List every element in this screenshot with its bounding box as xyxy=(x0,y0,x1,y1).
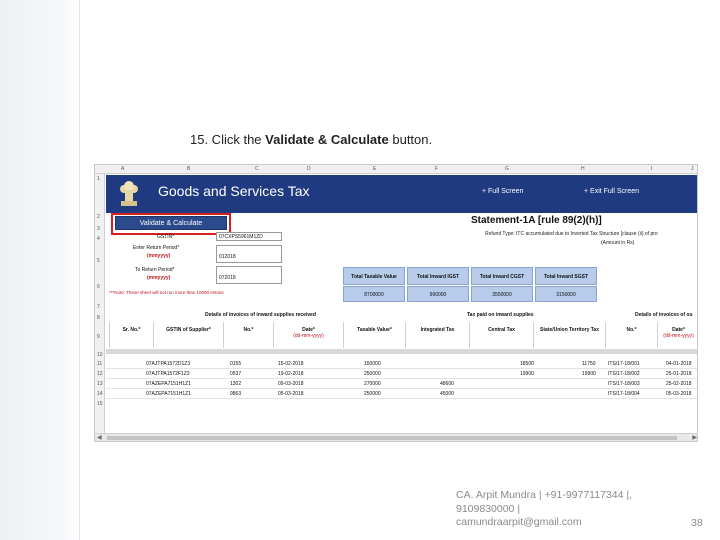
summary-value: 990000 xyxy=(407,286,469,302)
header-gstin-text: GSTIN of Supplier* xyxy=(166,327,211,333)
row-header[interactable]: 8 xyxy=(97,315,100,321)
cell-igst: 45000 xyxy=(440,391,454,397)
cell-gstin: 07AJTPA1572F1Z3 xyxy=(146,371,190,377)
header-date2 xyxy=(657,322,698,348)
scroll-left-icon[interactable]: ◀ xyxy=(97,435,102,441)
header-taxable xyxy=(343,322,405,348)
row-header[interactable]: 1 xyxy=(97,176,100,182)
to-period-format: (mmyyyy) xyxy=(147,275,171,281)
cell-taxable: 250000 xyxy=(364,371,381,377)
scrollbar-thumb[interactable] xyxy=(107,436,677,440)
gst-banner xyxy=(106,175,698,213)
cell-gstin: 07AZEPA7151H1Z1 xyxy=(146,391,191,397)
group-header-tax: Tax paid on inward supplies xyxy=(467,312,534,318)
cell-no: 9863 xyxy=(230,391,242,397)
from-period-label: Enter Return Period* xyxy=(133,245,180,251)
cell-date: 19-02-2018 xyxy=(278,371,304,377)
cell-taxable: 150000 xyxy=(364,361,381,367)
amount-unit: (Amount in Rs) xyxy=(601,240,635,246)
entry-limit-note: ***Note: These sheet will not run more than 10000 entries xyxy=(109,290,224,295)
row-header[interactable]: 15 xyxy=(97,401,103,407)
cell-date2: 25-02-2018 xyxy=(666,381,692,387)
cell-date: 05-03-2018 xyxy=(278,391,304,397)
row-header[interactable]: 9 xyxy=(97,334,100,340)
summary-header: Total Inward SGST xyxy=(535,267,597,285)
footer-line: CA. Arpit Mundra | +91-9977117344 |, xyxy=(456,489,632,501)
horizontal-scrollbar[interactable] xyxy=(95,433,698,442)
row-header[interactable]: 4 xyxy=(97,236,100,242)
header-sr-no-text: Sr. No.* xyxy=(122,327,141,333)
header-no-text: No.* xyxy=(243,327,254,333)
cell-no: 0537 xyxy=(230,371,242,377)
table-row[interactable] xyxy=(106,360,698,369)
cell-gstin: 07AZEPA7151H1Z1 xyxy=(146,381,191,387)
header-date2-text: Date* xyxy=(672,327,685,333)
cell-gstin: 07AJTPA1572D1Z3 xyxy=(146,361,191,367)
slide-footer xyxy=(456,489,686,530)
column-header[interactable]: C xyxy=(255,166,259,172)
gstin-label: GSTIN* xyxy=(157,234,175,240)
column-header[interactable]: H xyxy=(581,166,585,172)
column-header[interactable]: D xyxy=(307,166,311,172)
header-date-text: Date* xyxy=(302,327,315,333)
header-date-format: (dd-mm-yyyy) xyxy=(293,333,324,339)
to-period-value: 072018 xyxy=(219,275,236,281)
header-integrated-text: Integrated Tax xyxy=(420,327,455,333)
group-header-invoices: Details of invoices of inward supplies received xyxy=(205,312,316,318)
footer-line: 9109830000 | xyxy=(456,502,521,515)
to-period-cell[interactable] xyxy=(216,266,282,284)
row-header[interactable]: 2 xyxy=(97,214,100,220)
cell-no2: ITS/17-18/002 xyxy=(608,371,640,377)
slide-left-stripe xyxy=(0,0,80,540)
summary-value: 3150000 xyxy=(535,286,597,302)
step-end-text: button. xyxy=(392,132,433,147)
footer-line: camundraarpit@gmail.com xyxy=(456,516,582,528)
header-no xyxy=(223,322,273,348)
header-date xyxy=(273,322,343,348)
gstin-value: 07CXPS5961M1ZD xyxy=(219,234,263,240)
column-header[interactable]: G xyxy=(505,166,509,172)
cell-cgst: 19900 xyxy=(520,371,534,377)
row-header[interactable]: 3 xyxy=(97,226,100,232)
column-header-bar xyxy=(95,165,698,174)
statement-title: Statement-1A [rule 89(2)(h)] xyxy=(471,215,602,226)
cell-date: 15-02-2018 xyxy=(278,361,304,367)
table-row[interactable] xyxy=(106,370,698,379)
row-header-bar xyxy=(95,174,105,434)
column-header[interactable]: I xyxy=(651,166,653,172)
header-state xyxy=(533,322,605,348)
cell-cgst: 18500 xyxy=(520,361,534,367)
cell-no: 1302 xyxy=(230,381,242,387)
validate-calculate-button[interactable]: Validate & Calculate xyxy=(115,216,227,230)
group-header-outward: Details of invoices of ou xyxy=(635,312,693,318)
from-period-value: 012018 xyxy=(219,254,236,260)
national-emblem-icon xyxy=(118,179,140,209)
cell-sgst: 11750 xyxy=(582,361,596,367)
cell-taxable: 250000 xyxy=(364,391,381,397)
row-header[interactable]: 5 xyxy=(97,258,100,264)
banner-title: Goods and Services Tax xyxy=(158,183,310,199)
column-header[interactable]: J xyxy=(691,166,694,172)
row-header[interactable]: 6 xyxy=(97,284,100,290)
from-period-format: (mmyyyy) xyxy=(147,253,171,259)
header-central-text: Central Tax xyxy=(488,327,515,333)
column-header[interactable]: A xyxy=(121,166,125,172)
row-header[interactable]: 11 xyxy=(97,361,103,367)
summary-header: Total Inward IGST xyxy=(407,267,469,285)
cell-date2: 05-03-2018 xyxy=(666,391,692,397)
step-bold-text: Validate & Calculate xyxy=(265,132,389,147)
cell-date: 09-03-2018 xyxy=(278,381,304,387)
step-text: 15. Click the xyxy=(190,132,262,147)
row-header[interactable]: 10 xyxy=(97,352,103,358)
row-header[interactable]: 13 xyxy=(97,381,103,387)
page-number: 38 xyxy=(691,517,703,529)
table-row[interactable] xyxy=(106,380,698,389)
column-header[interactable]: E xyxy=(373,166,377,172)
row-header[interactable]: 14 xyxy=(97,391,103,397)
header-integrated xyxy=(405,322,469,348)
cell-no2: ITS/17-18/004 xyxy=(608,391,640,397)
header-no2 xyxy=(605,322,657,348)
separator-row xyxy=(106,349,698,354)
refund-type: Refund Type: ITC accumulated due to Inverted Tax Structure [clause (ii) of pro xyxy=(485,231,658,237)
row-header[interactable]: 7 xyxy=(97,304,100,310)
row-header[interactable]: 12 xyxy=(97,371,103,377)
cell-no: 0155 xyxy=(230,361,242,367)
header-sr-no xyxy=(109,322,153,348)
header-date2-format: (dd-mm-yyyy) xyxy=(663,333,694,339)
header-state-text: State/Union Territory Tax xyxy=(540,327,599,333)
summary-value: 8700000 xyxy=(343,286,405,302)
highlight-box xyxy=(111,213,231,235)
column-header[interactable]: B xyxy=(187,166,191,172)
cell-no2: ITS/17-18/003 xyxy=(608,381,640,387)
header-taxable-text: Taxable Value* xyxy=(357,327,392,333)
summary-header: Total Taxable Value xyxy=(343,267,405,285)
cell-no2: ITS/17-18/001 xyxy=(608,361,640,367)
cell-date2: 25-01-2018 xyxy=(666,371,692,377)
excel-sheet xyxy=(94,164,698,442)
cell-taxable: 270000 xyxy=(364,381,381,387)
scroll-right-icon[interactable]: ▶ xyxy=(692,435,697,441)
cell-date2: 04-01-2018 xyxy=(666,361,692,367)
cell-sgst: 19900 xyxy=(582,371,596,377)
table-row[interactable] xyxy=(106,390,698,399)
cell-igst: 48600 xyxy=(440,381,454,387)
from-period-cell[interactable] xyxy=(216,245,282,263)
header-no2-text: No.* xyxy=(626,327,637,333)
exit-full-screen-button[interactable]: + Exit Full Screen xyxy=(584,188,640,195)
slide-heading xyxy=(190,132,432,147)
header-gstin xyxy=(153,322,223,348)
summary-header: Total Inward CGST xyxy=(471,267,533,285)
gstin-cell[interactable] xyxy=(216,232,282,241)
column-header[interactable]: F xyxy=(435,166,439,172)
summary-value: 3550000 xyxy=(471,286,533,302)
full-screen-button[interactable]: + Full Screen xyxy=(482,188,524,195)
header-central xyxy=(469,322,533,348)
to-period-label: To Return Period* xyxy=(135,267,175,273)
